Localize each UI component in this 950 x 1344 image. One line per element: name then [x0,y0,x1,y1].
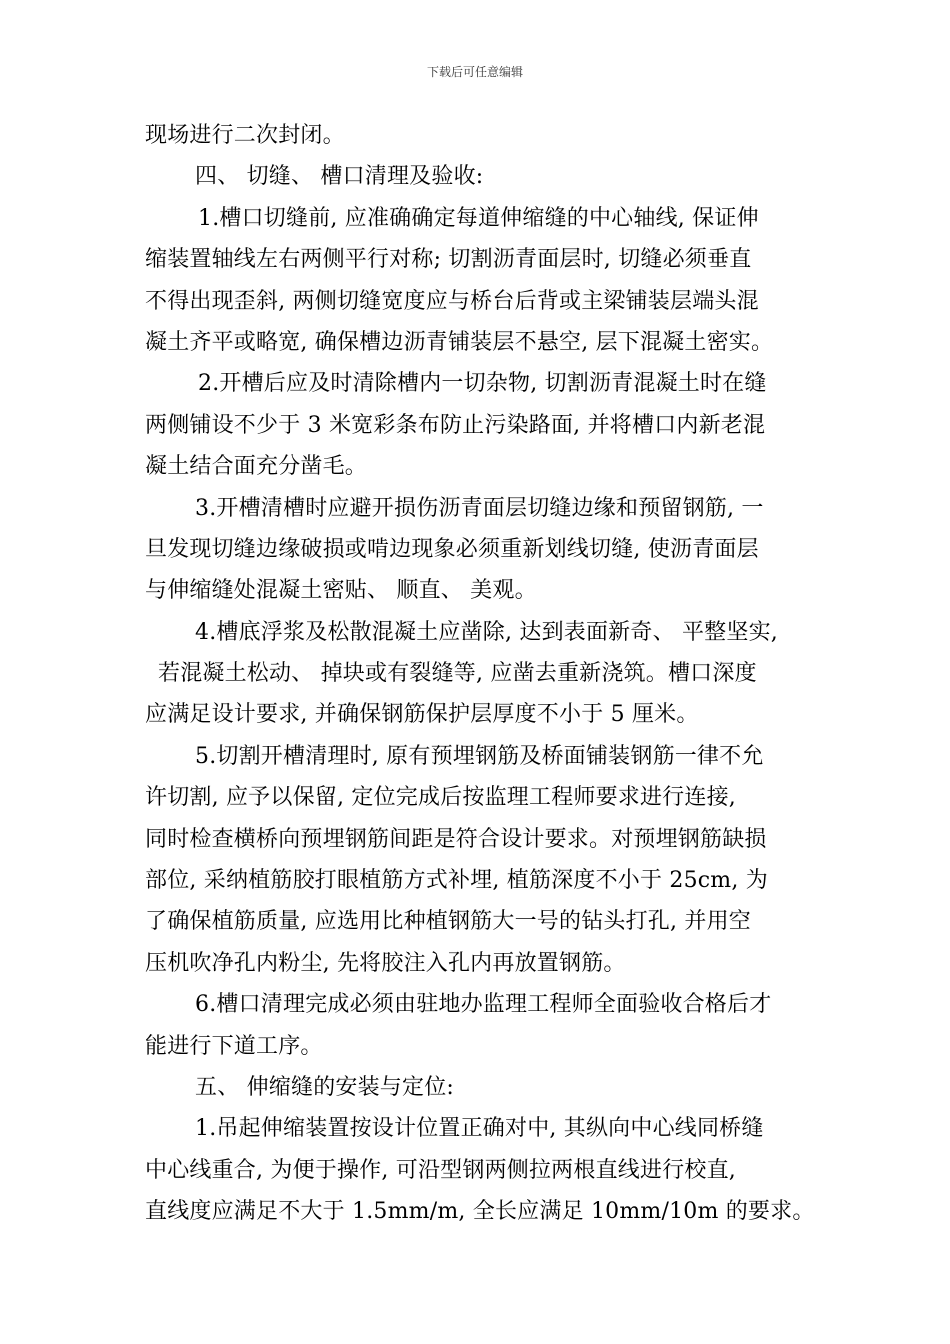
text-line: 中心线重合, 为便于操作, 可沿型钢两侧拉两根直线进行校直, [145,1157,736,1183]
text-line: 1.吊起伸缩装置按设计位置正确对中, 其纵向中心线同桥缝 [195,1116,764,1142]
text-line: 压机吹净孔内粉尘, 先将胶注入孔内再放置钢筋。 [145,950,626,976]
text-line: 3.开槽清槽时应避开损伤沥青面层切缝边缘和预留钢筋, 一 [195,495,764,521]
text-line: 缩装置轴线左右两侧平行对称; 切割沥青面层时, 切缝必须垂直 [145,247,752,273]
text-line: 4.槽底浮浆及松散混凝土应凿除, 达到表面新奇、 平整坚实, [195,619,778,645]
section-heading: 四、 切缝、 槽口清理及验收: [195,164,484,190]
text-line: 两侧铺设不少于 3 米宽彩条布防止污染路面, 并将槽口内新老混 [145,412,766,438]
text-line: 同时检查横桥向预埋钢筋间距是符合设计要求。对预埋钢筋缺损 [145,826,767,852]
text-line: 6.槽口清理完成必须由驻地办监理工程师全面验收合格后才 [195,992,772,1018]
text-line: 能进行下道工序。 [145,1033,323,1059]
text-line: 应满足设计要求, 并确保钢筋保护层厚度不小于 5 厘米。 [145,702,699,728]
text-line: 不得出现歪斜, 两侧切缝宽度应与桥台后背或主梁铺装层端头混 [145,288,759,314]
text-line: 现场进行二次封闭。 [145,123,345,148]
text-line: 了确保植筋质量, 应选用比种植钢筋大一号的钻头打孔, 并用空 [145,909,751,935]
text-line: 直线度应满足不大于 1.5mm/m, 全长应满足 10mm/10m 的要求。 [145,1199,815,1225]
page-header: 下载后可任意编辑 [426,65,523,79]
text-line: 部位, 采纳植筋胶打眼植筋方式补埋, 植筋深度不小于 25cm, 为 [145,868,768,894]
text-line: 与伸缩缝处混凝土密贴、 顺直、 美观。 [145,578,537,604]
text-line: 凝土结合面充分凿毛。 [145,454,368,480]
text-line: 凝土齐平或略宽, 确保槽边沥青铺装层不悬空, 层下混凝土密实。 [145,329,774,355]
text-line: 若混凝土松动、 掉块或有裂缝等, 应凿去重新浇筑。槽口深度 [158,661,757,687]
text-line: 2.开槽后应及时清除槽内一切杂物, 切割沥青混凝土时在缝 [198,371,767,397]
text-line: 5.切割开槽清理时, 原有预埋钢筋及桥面铺装钢筋一律不允 [195,743,764,769]
document-body [145,115,815,1233]
text-line: 旦发现切缝边缘破损或啃边现象必须重新划线切缝, 使沥青面层 [145,536,759,562]
text-line: 1.槽口切缝前, 应准确确定每道伸缩缝的中心轴线, 保证伸 [198,205,759,231]
text-line: 许切割, 应予以保留, 定位完成后按监理工程师要求进行连接, [145,785,736,811]
section-heading: 五、 伸缩缝的安装与定位: [195,1074,455,1100]
